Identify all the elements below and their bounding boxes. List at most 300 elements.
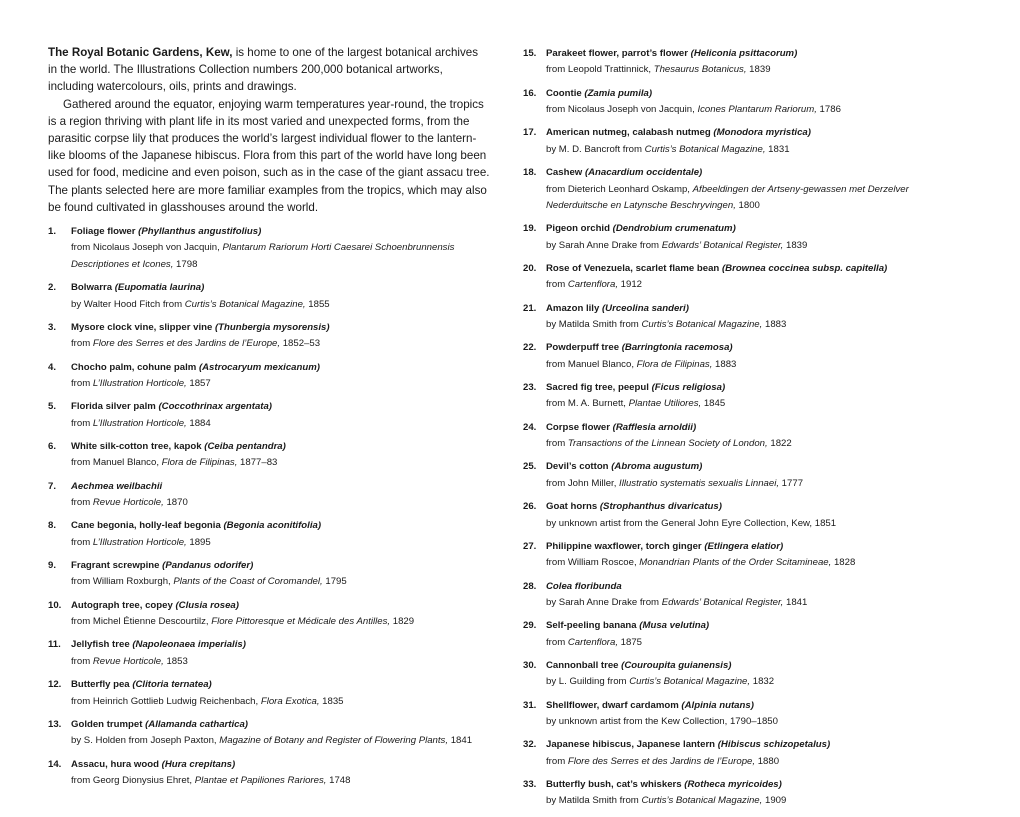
item-source xyxy=(71,297,490,313)
list-item xyxy=(523,618,973,651)
item-source-year: 1828 xyxy=(831,557,856,569)
list-item xyxy=(523,459,973,492)
item-common-name: Cane begonia, holly-leaf begonia xyxy=(71,520,224,532)
item-latin-name: Aechmea weilbachii xyxy=(71,480,163,492)
item-source-credit: by unknown artist from the Kew Collection, 1790–1850 xyxy=(546,716,778,728)
item-source xyxy=(546,714,973,730)
item-source-credit: by Sarah Anne Drake from xyxy=(546,239,662,251)
item-number: 27. xyxy=(523,540,537,552)
item-source-publication: Magazine of Botany and Register of Flowering Plants, xyxy=(219,735,449,747)
item-common-name: Golden trumpet xyxy=(71,718,146,730)
item-title xyxy=(546,459,973,475)
item-title xyxy=(71,399,490,415)
list-item xyxy=(523,221,973,254)
item-number: 2. xyxy=(48,282,57,294)
item-source-year: 1800 xyxy=(735,199,760,211)
item-source-publication: Edwards’ Botanical Register, xyxy=(661,596,784,608)
item-latin-name: (Etlingera elatior) xyxy=(704,540,784,552)
item-common-name: Jellyfish tree xyxy=(71,639,133,651)
item-number: 3. xyxy=(48,321,57,333)
item-source-year: 1777 xyxy=(779,477,804,489)
item-source-credit: from xyxy=(71,536,93,548)
list-item xyxy=(48,598,490,631)
item-title xyxy=(546,539,973,555)
item-latin-name: (Eupomatia laurina) xyxy=(114,282,205,294)
list-item xyxy=(48,439,490,472)
item-title xyxy=(546,86,973,102)
item-source-credit: from John Miller, xyxy=(546,477,620,489)
item-title xyxy=(546,579,973,595)
item-source xyxy=(546,357,973,373)
item-source-year: 1795 xyxy=(322,576,347,588)
item-source-year: 1822 xyxy=(767,438,792,450)
list-item xyxy=(48,637,490,670)
list-item xyxy=(48,399,490,432)
list-item xyxy=(48,558,490,591)
item-source xyxy=(71,694,490,710)
item-title xyxy=(546,618,973,634)
item-source-publication: Cartenflora, xyxy=(567,279,618,291)
item-latin-name: (Heliconia psittacorum) xyxy=(690,48,798,59)
item-source-publication: Illustratio systematis sexualis Linnaei, xyxy=(619,477,780,489)
item-source xyxy=(71,240,490,273)
item-title xyxy=(546,301,973,317)
item-source-credit: from William Roscoe, xyxy=(546,557,640,569)
item-common-name: Parakeet flower, parrot’s flower xyxy=(546,48,691,59)
item-source-credit: by Sarah Anne Drake from xyxy=(546,596,662,608)
item-source xyxy=(71,614,490,630)
item-source-credit: from xyxy=(71,417,93,429)
item-title xyxy=(546,221,973,237)
item-source-publication: L’Illustration Horticole, xyxy=(92,417,187,429)
item-source-credit: from William Roxburgh, xyxy=(71,576,174,588)
item-latin-name: (Thunbergia mysorensis) xyxy=(214,321,330,333)
item-title xyxy=(71,224,490,240)
item-source-year: 1877–83 xyxy=(237,457,278,469)
item-latin-name: (Begonia aconitifolia) xyxy=(223,520,322,532)
item-source xyxy=(546,595,973,611)
item-number: 19. xyxy=(523,223,537,235)
list-item xyxy=(523,579,973,612)
item-source-publication: Revue Horticole, xyxy=(92,497,164,509)
item-source-year: 1851 xyxy=(812,517,837,529)
item-source-credit: by S. Holden from Joseph Paxton, xyxy=(71,735,220,747)
item-latin-name: (Phyllanthus angustifolius) xyxy=(138,226,262,238)
list-item xyxy=(523,539,973,572)
intro-paragraph-2: Gathered around the equator, enjoying warm temperatures year-round, the tropics is a region thriving with plant life in its most varied and unexpected forms, from the parasitic corpse lily that produces the world’s largest individual flower to the lantern-like blooms of the Japanese hibiscus. Flora from this part of the world have long been used for food, medicine and even poison, such as in the case of the giant assacu tree. The plants selected here are more familiar examples from the tropics, which may also be found cultivated in glasshouses around the world. xyxy=(48,97,490,214)
item-number: 24. xyxy=(523,421,537,433)
intro-text xyxy=(48,44,490,216)
item-source-publication: Flore Pittoresque et Médicale des Antilles, xyxy=(211,616,391,628)
list-item xyxy=(523,658,973,691)
item-source xyxy=(71,773,490,789)
item-source-publication: Flore des Serres et des Jardins de l’Europe, xyxy=(92,338,281,350)
item-source-year: 1912 xyxy=(617,279,642,291)
item-common-name: Amazon lily xyxy=(546,302,602,314)
list-item xyxy=(523,698,973,731)
item-source-publication: Curtis’s Botanical Magazine, xyxy=(644,143,766,155)
item-source-credit: from xyxy=(71,497,93,509)
item-title xyxy=(71,518,490,534)
item-source-credit: from xyxy=(71,377,93,389)
illustration-list-right xyxy=(523,46,973,810)
item-source-credit: from Nicolaus Joseph von Jacquin, xyxy=(546,104,698,116)
item-source xyxy=(546,62,973,78)
list-item xyxy=(523,125,973,158)
item-title xyxy=(546,737,973,753)
item-source xyxy=(71,416,490,432)
item-source-credit: from xyxy=(71,338,93,350)
item-latin-name: (Couroupita guianensis) xyxy=(621,659,732,671)
item-source xyxy=(546,555,973,571)
right-column xyxy=(523,46,973,817)
item-latin-name: (Ceiba pentandra) xyxy=(204,440,286,452)
item-common-name: Bolwarra xyxy=(71,282,115,294)
item-number: 18. xyxy=(523,167,537,179)
item-common-name: Sacred fig tree, peepul xyxy=(546,382,652,394)
list-item xyxy=(48,677,490,710)
item-source-year: 1845 xyxy=(701,398,726,410)
item-latin-name: Colea floribunda xyxy=(546,580,622,592)
item-title xyxy=(546,165,973,181)
item-source-publication: Flora de Filipinas, xyxy=(161,457,238,469)
item-source-year: 1909 xyxy=(762,795,787,807)
list-item xyxy=(523,380,973,413)
item-source-publication: Plants of the Coast of Coromandel, xyxy=(173,576,323,588)
item-common-name: Cannonball tree xyxy=(546,659,622,671)
item-source-credit: from Heinrich Gottlieb Ludwig Reichenbach, xyxy=(71,695,261,707)
item-number: 17. xyxy=(523,127,537,139)
item-source-credit: from M. A. Burnett, xyxy=(546,398,629,410)
item-title xyxy=(71,598,490,614)
item-number: 7. xyxy=(48,480,57,492)
item-common-name: Mysore clock vine, slipper vine xyxy=(71,321,215,333)
item-source-credit: from Dieterich Leonhard Oskamp, xyxy=(546,183,693,195)
item-source-credit: from xyxy=(71,655,93,667)
item-source-year: 1829 xyxy=(390,616,415,628)
item-source-year: 1839 xyxy=(746,64,771,76)
item-title xyxy=(71,320,490,336)
item-common-name: Philippine waxflower, torch ginger xyxy=(546,540,705,552)
item-number: 5. xyxy=(48,401,57,413)
item-source xyxy=(71,574,490,590)
item-source xyxy=(71,535,490,551)
item-number: 15. xyxy=(523,48,537,59)
item-number: 26. xyxy=(523,501,537,513)
item-latin-name: (Rafflesia arnoldii) xyxy=(612,421,697,433)
item-source-publication: Afbeeldingen der Artseny-gewassen met Derzelver Nederduitsche en Latynsche Beschryvingen, xyxy=(546,183,909,211)
item-source-publication: Revue Horticole, xyxy=(92,655,164,667)
item-common-name: Foliage flower xyxy=(71,226,139,238)
item-source-year: 1839 xyxy=(783,239,808,251)
item-number: 14. xyxy=(48,758,62,770)
item-common-name: Corpse flower xyxy=(546,421,613,433)
item-common-name: Assacu, hura wood xyxy=(71,758,162,770)
list-item xyxy=(48,280,490,313)
list-item xyxy=(48,320,490,353)
item-common-name: Florida silver palm xyxy=(71,401,159,413)
item-source xyxy=(546,476,973,492)
item-source-credit: from Manuel Blanco, xyxy=(546,358,637,370)
item-source-year: 1895 xyxy=(186,536,211,548)
item-common-name: Autograph tree, copey xyxy=(71,599,176,611)
item-common-name: Japanese hibiscus, Japanese lantern xyxy=(546,739,718,751)
item-source xyxy=(71,455,490,471)
item-source-year: 1748 xyxy=(326,774,351,786)
item-source xyxy=(546,635,973,651)
item-number: 21. xyxy=(523,302,537,314)
list-item xyxy=(523,301,973,334)
item-source xyxy=(71,376,490,392)
item-title xyxy=(546,340,973,356)
item-source xyxy=(546,436,973,452)
list-item xyxy=(48,360,490,393)
item-source xyxy=(71,654,490,670)
item-source-credit: from Nicolaus Joseph von Jacquin, xyxy=(71,242,223,254)
item-source-year: 1875 xyxy=(617,636,642,648)
item-source-publication: Flora de Filipinas, xyxy=(636,358,713,370)
intro-paragraph-1 xyxy=(48,44,490,96)
item-number: 12. xyxy=(48,679,62,691)
item-number: 9. xyxy=(48,560,57,572)
item-latin-name: (Allamanda cathartica) xyxy=(145,718,248,730)
item-source-publication: Thesaurus Botanicus, xyxy=(653,64,747,76)
item-source xyxy=(546,317,973,333)
list-item xyxy=(523,420,973,453)
list-item xyxy=(523,499,973,532)
list-item xyxy=(48,717,490,750)
item-source-publication: Transactions of the Linnean Society of London, xyxy=(567,438,768,450)
item-source-credit: by L. Guilding from xyxy=(546,676,630,688)
item-number: 30. xyxy=(523,659,537,671)
item-common-name: Cashew xyxy=(546,167,585,179)
item-source xyxy=(71,733,490,749)
item-number: 1. xyxy=(48,226,57,238)
item-latin-name: (Dendrobium crumenatum) xyxy=(612,223,736,235)
item-number: 29. xyxy=(523,620,537,632)
list-item xyxy=(48,224,490,273)
item-source-credit: from Leopold Trattinnick, xyxy=(546,64,654,76)
item-source-credit: from xyxy=(546,279,568,291)
item-source xyxy=(546,277,973,293)
item-number: 4. xyxy=(48,361,57,373)
item-source-publication: Curtis’s Botanical Magazine, xyxy=(641,319,763,331)
item-source-publication: Edwards’ Botanical Register, xyxy=(661,239,784,251)
item-latin-name: (Coccothrinax argentata) xyxy=(158,401,272,413)
left-column xyxy=(48,44,490,796)
item-common-name: Coontie xyxy=(546,87,585,99)
item-source-credit: by Walter Hood Fitch from xyxy=(71,298,185,310)
item-source-publication: Plantae et Papiliones Rariores, xyxy=(194,774,327,786)
list-item xyxy=(523,737,973,770)
item-number: 31. xyxy=(523,699,537,711)
item-source-credit: by M. D. Bancroft from xyxy=(546,143,645,155)
item-source-year: 1852–53 xyxy=(280,338,321,350)
item-source xyxy=(71,336,490,352)
item-title xyxy=(71,558,490,574)
item-source-credit: by unknown artist from the General John Eyre Collection, Kew, xyxy=(546,517,813,529)
item-title xyxy=(546,380,973,396)
item-latin-name: (Musa velutina) xyxy=(639,620,710,632)
item-source xyxy=(546,102,973,118)
item-source-credit: from xyxy=(546,755,568,767)
item-common-name: Chocho palm, cohune palm xyxy=(71,361,199,373)
list-item xyxy=(48,757,490,790)
item-number: 32. xyxy=(523,739,537,751)
item-number: 23. xyxy=(523,382,537,394)
item-source-credit: from xyxy=(546,636,568,648)
item-title xyxy=(71,757,490,773)
item-common-name: Powderpuff tree xyxy=(546,342,622,354)
item-source-year: 1883 xyxy=(762,319,787,331)
item-source-year: 1831 xyxy=(765,143,790,155)
list-item xyxy=(523,340,973,373)
item-title xyxy=(546,777,973,793)
item-source-credit: from xyxy=(546,438,568,450)
item-latin-name: (Ficus religiosa) xyxy=(651,382,726,394)
item-source-publication: Icones Plantarum Rariorum, xyxy=(697,104,817,116)
item-latin-name: (Pandanus odorifer) xyxy=(162,560,254,572)
item-source-publication: Plantae Utiliores, xyxy=(628,398,702,410)
item-source xyxy=(546,182,973,215)
item-source-year: 1841 xyxy=(783,596,808,608)
item-source-year: 1835 xyxy=(319,695,344,707)
item-source-year: 1883 xyxy=(712,358,737,370)
item-source-credit: by Matilda Smith from xyxy=(546,319,642,331)
item-source-year: 1853 xyxy=(163,655,188,667)
item-source-publication: Curtis’s Botanical Magazine, xyxy=(641,795,763,807)
item-title xyxy=(71,360,490,376)
item-source-year: 1798 xyxy=(173,258,198,270)
item-source-publication: L’Illustration Horticole, xyxy=(92,377,187,389)
item-source-year: 1870 xyxy=(163,497,188,509)
item-latin-name: (Zamia pumila) xyxy=(584,87,653,99)
item-title xyxy=(546,658,973,674)
item-title xyxy=(71,479,490,495)
item-number: 13. xyxy=(48,718,62,730)
item-source-publication: Curtis’s Botanical Magazine, xyxy=(629,676,751,688)
list-item xyxy=(523,86,973,119)
item-common-name: Self-peeling banana xyxy=(546,620,640,632)
item-latin-name: (Abroma augustum) xyxy=(611,461,703,473)
item-common-name: Rose of Venezuela, scarlet flame bean xyxy=(546,262,722,274)
intro-lead-rest: is home to one of the largest botanical archives in the world. The Illustrations Collection numbers 200,000 botanical artworks, including watercolours, oils, prints and drawings. xyxy=(48,46,479,94)
item-title xyxy=(546,125,973,141)
item-source-credit: from Georg Dionysius Ehret, xyxy=(71,774,195,786)
item-source-credit: by Matilda Smith from xyxy=(546,795,642,807)
item-source xyxy=(546,793,973,809)
item-common-name: Butterfly bush, cat’s whiskers xyxy=(546,779,685,791)
item-number: 6. xyxy=(48,440,57,452)
item-title xyxy=(71,439,490,455)
item-source xyxy=(546,142,973,158)
item-number: 25. xyxy=(523,461,537,473)
item-common-name: Fragrant screwpine xyxy=(71,560,163,572)
item-number: 28. xyxy=(523,580,537,592)
item-number: 11. xyxy=(48,639,61,651)
item-source-credit: from Manuel Blanco, xyxy=(71,457,162,469)
item-source-year: 1832 xyxy=(750,676,775,688)
item-latin-name: (Barringtonia racemosa) xyxy=(621,342,733,354)
item-source xyxy=(546,516,973,532)
item-number: 16. xyxy=(523,87,537,99)
item-number: 22. xyxy=(523,342,537,354)
item-title xyxy=(546,261,973,277)
item-title xyxy=(546,499,973,515)
item-source-year: 1786 xyxy=(816,104,841,116)
illustration-list-left xyxy=(48,224,490,789)
item-source-credit: from Michel Étienne Descourtilz, xyxy=(71,616,212,628)
item-title xyxy=(546,420,973,436)
item-source xyxy=(546,396,973,412)
item-common-name: American nutmeg, calabash nutmeg xyxy=(546,127,714,139)
item-source xyxy=(546,238,973,254)
item-source xyxy=(546,674,973,690)
list-item xyxy=(523,46,973,79)
item-title xyxy=(546,698,973,714)
item-number: 20. xyxy=(523,262,537,274)
list-item xyxy=(523,165,973,214)
item-source-publication: Flora Exotica, xyxy=(260,695,320,707)
item-common-name: White silk-cotton tree, kapok xyxy=(71,440,205,452)
item-title xyxy=(71,637,490,653)
item-number: 10. xyxy=(48,599,62,611)
item-source-publication: L’Illustration Horticole, xyxy=(92,536,187,548)
item-source xyxy=(546,754,973,770)
item-title xyxy=(71,717,490,733)
item-latin-name: (Alpinia nutans) xyxy=(681,699,754,711)
item-common-name: Goat horns xyxy=(546,501,600,513)
item-latin-name: (Urceolina sanderi) xyxy=(601,302,689,314)
item-latin-name: (Monodora myristica) xyxy=(713,127,811,139)
item-title xyxy=(546,46,973,62)
item-latin-name: (Brownea coccinea subsp. capitella) xyxy=(721,262,888,274)
item-common-name: Shellflower, dwarf cardamom xyxy=(546,699,682,711)
item-title xyxy=(71,677,490,693)
item-latin-name: (Hura crepitans) xyxy=(161,758,236,770)
item-source-publication: Monandrian Plants of the Order Scitamineae, xyxy=(639,557,832,569)
list-item xyxy=(523,261,973,294)
item-latin-name: (Strophanthus divaricatus) xyxy=(599,501,722,513)
item-number: 8. xyxy=(48,520,57,532)
item-common-name: Devil’s cotton xyxy=(546,461,612,473)
item-common-name: Butterfly pea xyxy=(71,679,133,691)
item-number: 33. xyxy=(523,779,537,791)
item-latin-name: (Rotheca myricoides) xyxy=(684,779,782,791)
item-source-year: 1855 xyxy=(305,298,330,310)
item-source-publication: Flore des Serres et des Jardins de l’Europe, xyxy=(567,755,756,767)
item-source-publication: Plantarum Rariorum Horti Caesarei Schoenbrunnensis Descriptiones et Icones, xyxy=(71,242,455,270)
item-source-year: 1841 xyxy=(448,735,473,747)
item-latin-name: (Anacardium occidentale) xyxy=(584,167,703,179)
item-common-name: Pigeon orchid xyxy=(546,223,613,235)
item-source-publication: Cartenflora, xyxy=(567,636,618,648)
item-title xyxy=(71,280,490,296)
intro-lead-bold: The Royal Botanic Gardens, Kew, xyxy=(48,46,233,59)
item-latin-name: (Astrocaryum mexicanum) xyxy=(198,361,320,373)
item-source-year: 1880 xyxy=(755,755,780,767)
item-latin-name: (Hibiscus schizopetalus) xyxy=(717,739,831,751)
list-item xyxy=(48,518,490,551)
item-latin-name: (Clusia rosea) xyxy=(175,599,239,611)
item-latin-name: (Napoleonaea imperialis) xyxy=(132,639,246,651)
item-source-year: 1857 xyxy=(186,377,211,389)
item-latin-name: (Clitoria ternatea) xyxy=(132,679,212,691)
item-source xyxy=(71,495,490,511)
list-item xyxy=(48,479,490,512)
item-source-year: 1884 xyxy=(186,417,211,429)
item-source-publication: Curtis’s Botanical Magazine, xyxy=(184,298,306,310)
